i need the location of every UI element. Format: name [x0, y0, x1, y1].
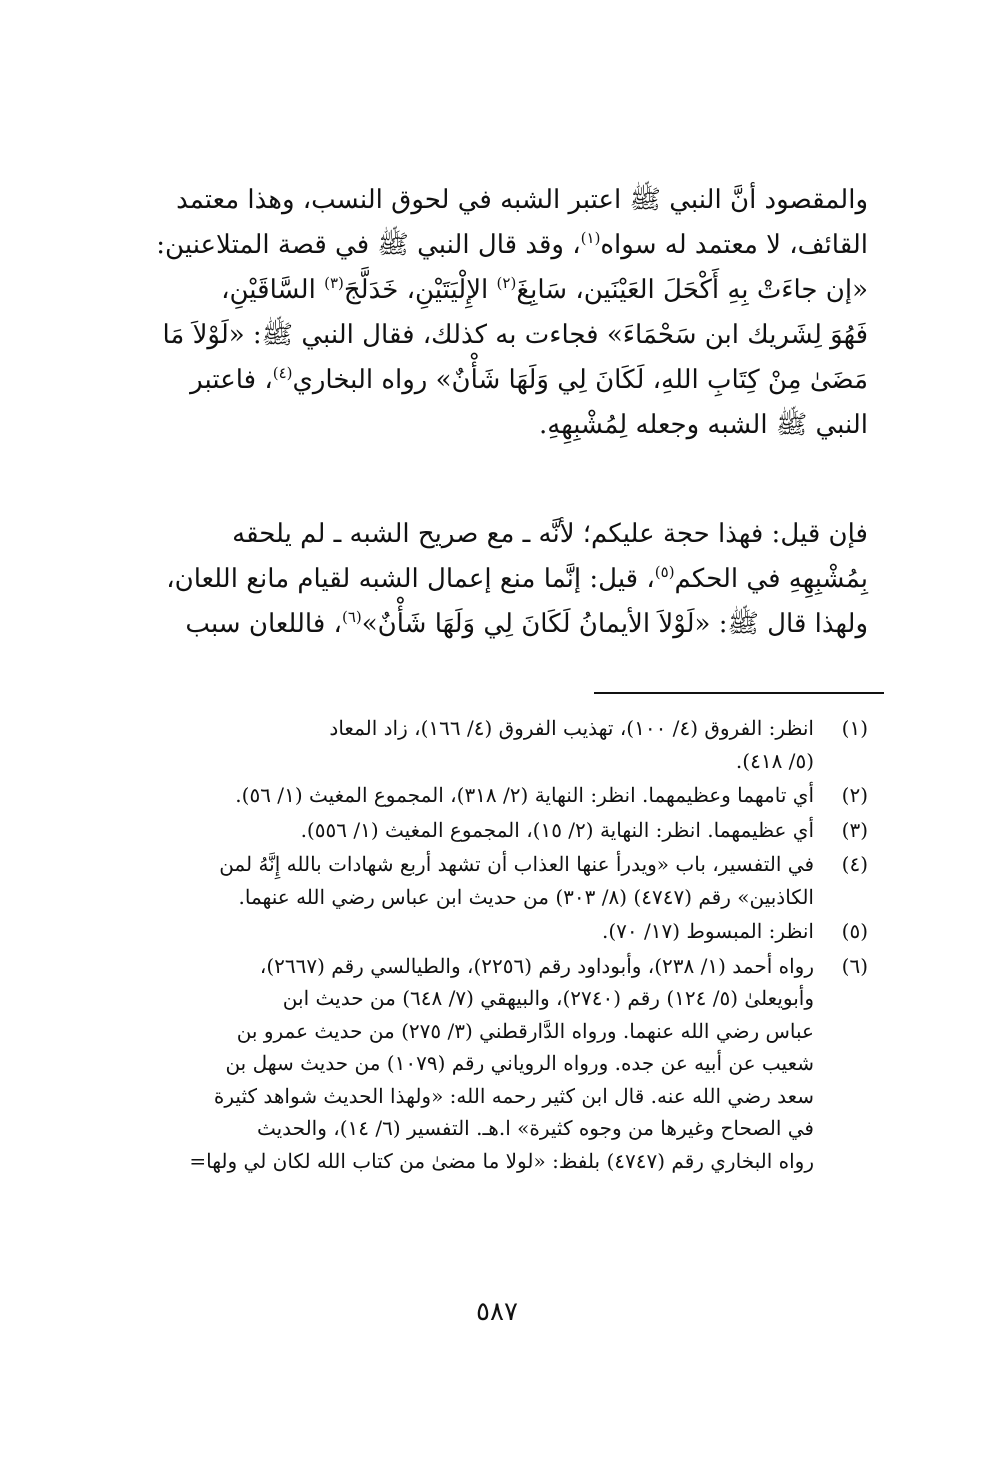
footnote-line: أي تامهما وعظيمهما. انظر: النهاية (٢/ ٣١٨)، المجموع المغيث (١/ ٥٦). [235, 783, 814, 807]
text-fragment: ، فاللعان سبب [185, 609, 342, 639]
footnote-item [128, 915, 868, 948]
footnote-item [128, 779, 868, 812]
footnote-number: (١) [841, 716, 868, 740]
footnote-ref: (٢) [496, 274, 517, 292]
footnote-line: رواه أحمد (١/ ٢٣٨)، وأبوداود رقم (٢٢٥٦)، والطيالسي رقم (٢٦٦٧)، [259, 953, 814, 978]
footnote-line: في الصحاح وغيرها من وجوه كثيرة» ا.هـ. التفسير (٦/ ١٤)، والحديث [256, 1116, 814, 1140]
footnote-ref: (٦) [341, 608, 362, 626]
footnote-line: أي عظيمهما. انظر: النهاية (٢/ ١٥)، المجموع المغيث (١/ ٥٥٦). [300, 817, 814, 842]
footnote-line: سعد رضي الله عنه. قال ابن كثير رحمه الله: «ولهذا الحديث شواهد كثيرة [213, 1083, 814, 1108]
footnote-ref: (٥) [654, 563, 675, 581]
footnote-item [128, 950, 868, 1178]
footnote-text [128, 712, 814, 777]
text-fragment: بِمُشْبِهِهِ في الحكم [674, 564, 868, 594]
text-fragment: ولهذا قال ﷺ: «لَوْلاَ الأيمانُ لَكَانَ لِي وَلَهَا شَأْنٌ» [361, 609, 868, 639]
footnote-text [128, 779, 814, 812]
text-fragment: الإِلْيَتَيْنِ، خَدَلَّجَ [343, 275, 497, 305]
body-paragraph-2 [128, 512, 868, 647]
footnote-line: انظر: المبسوط (١٧/ ٧٠). [602, 919, 814, 943]
footnote-text [128, 950, 814, 1178]
footnotes-list [128, 712, 868, 1179]
footnote-text [128, 814, 814, 847]
text-line [128, 557, 868, 602]
footnote-line: في التفسير، باب «ويدرأ عنها العذاب أن تشهد أربع شهادات بالله إِنَّهُ لمن [219, 852, 814, 876]
footnote-line: انظر: الفروق (٤/ ١٠٠)، تهذيب الفروق (٤/ ١٦٦)، زاد المعاد [329, 716, 814, 740]
page-number: ٥٨٧ [476, 1297, 518, 1327]
footnote-line: رواه البخاري رقم (٤٧٤٧) بلفظ: «لولا ما مضىٰ من كتاب الله لكان لي ولها= [189, 1148, 814, 1173]
text-fragment: «إن جاءَتْ بِهِ أَكْحَلَ العَيْنَين، سَابِغَ [516, 275, 868, 305]
text-line: فَهُوَ لِشَريك ابن سَحْمَاءَ» فجاءت به كذلك، فقال النبي ﷺ: «لَوْلاَ مَا [162, 320, 868, 350]
footnote-number: (٤) [841, 852, 868, 876]
text-fragment: ، وقد قال النبي ﷺ في قصة المتلاعنين: [156, 230, 581, 260]
text-line: النبي ﷺ الشبه وجعله لِمُشْبِهِهِ. [539, 410, 868, 440]
footnote-line: الكاذبين» رقم (٤٧٤٧) (٨/ ٣٠٣) من حديث ابن عباس رضي الله عنهما. [238, 884, 814, 909]
footnote-number: (٦) [841, 953, 868, 978]
footnote-ref: (١) [580, 229, 601, 247]
text-fragment: ، قيل: إنَّما منع إعمال الشبه لقيام مانع اللعان، [166, 564, 655, 594]
body-paragraph-1 [128, 178, 868, 448]
text-fragment: السَّاقَيْنِ، [221, 275, 325, 305]
footnote-text [128, 848, 814, 913]
footnote-separator [594, 692, 884, 694]
footnote-ref: (٤) [272, 364, 293, 382]
footnote-line: شعيب عن أبيه عن جده. ورواه الروياني رقم (١٠٧٩) من حديث سهل بن [225, 1051, 814, 1075]
footnote-ref: (٣) [324, 274, 344, 292]
footnote-item [128, 712, 868, 777]
footnote-number: (٥) [841, 919, 868, 943]
footnote-item [128, 848, 868, 913]
text-line [128, 223, 868, 268]
text-line: فإن قيل: فهذا حجة عليكم؛ لأنَّه ـ مع صريح الشبه ـ لم يلحقه [232, 519, 868, 549]
footnote-number: (٢) [841, 783, 868, 807]
text-line: والمقصود أنَّ النبي ﷺ اعتبر الشبه في لحوق النسب، وهذا معتمد [176, 185, 868, 215]
text-fragment: مَضَىٰ مِنْ كِتَابِ اللهِ، لَكَانَ لِي وَلَهَا شَأْنٌ» رواه البخاري [292, 365, 868, 395]
footnote-line: (٥/ ٤١٨). [735, 748, 814, 773]
footnote-text [128, 915, 814, 948]
text-line [128, 358, 868, 403]
text-fragment: القائف، لا معتمد له سواه [600, 230, 868, 260]
footnote-line: عباس رضي الله عنهما. ورواه الدَّارقطني (٣/ ٢٧٥) من حديث عمرو بن [236, 1018, 814, 1043]
footnote-line: وأبويعلىٰ (٥/ ١٢٤) رقم (٢٧٤٠)، والبيهقي (٧/ ٦٤٨) من حديث ابن [282, 986, 814, 1010]
text-line [128, 602, 868, 647]
footnote-number: (٣) [841, 817, 868, 842]
footnote-item [128, 814, 868, 847]
text-line [128, 268, 868, 313]
text-fragment: ، فاعتبر [190, 365, 273, 395]
